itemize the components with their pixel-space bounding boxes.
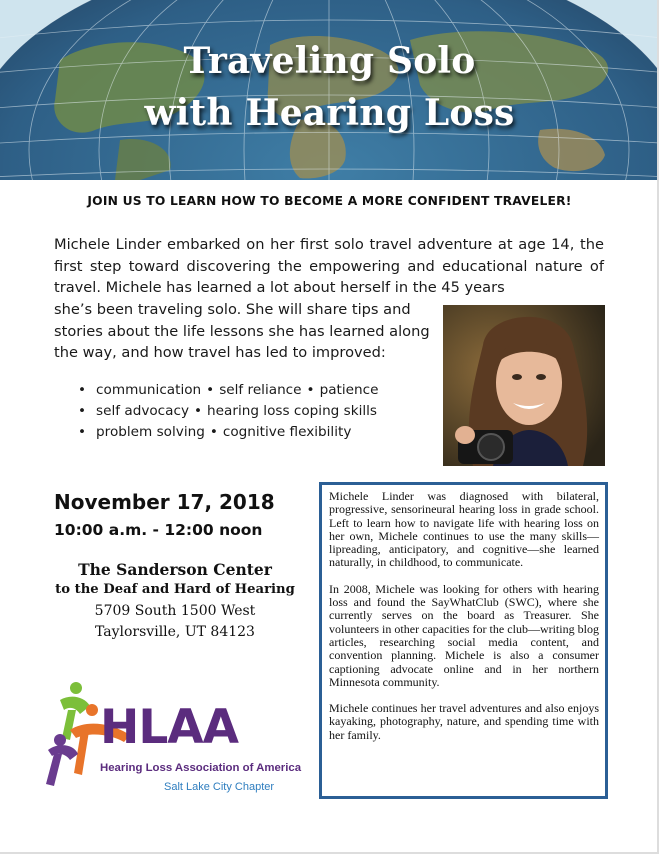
- benefit-item: self reliance: [219, 382, 302, 398]
- bullet-icon: •: [78, 382, 87, 398]
- benefits-line-1: [78, 382, 378, 398]
- hlaa-logo-acronym: HLAA: [100, 700, 239, 755]
- bullet-icon: •: [306, 382, 315, 398]
- benefits-line-3: [78, 424, 351, 440]
- venue-address-city: Taylorsville, UT 84123: [95, 624, 255, 640]
- benefit-item: communication: [96, 382, 202, 398]
- bullet-icon: •: [206, 382, 215, 398]
- banner-title-line-2: with Hearing Loss: [144, 92, 515, 134]
- event-date: November 17, 2018: [54, 490, 275, 514]
- benefit-item: problem solving: [96, 424, 205, 440]
- benefit-item: self advocacy: [96, 403, 190, 419]
- banner-title-line-1: Traveling Solo: [183, 40, 476, 82]
- organization-name: Hearing Loss Association of America: [100, 762, 302, 774]
- benefit-item: patience: [319, 382, 379, 398]
- bio-paragraph: Michele continues her travel adventures and also enjoys kayaking, photography, nature, and spending time with her family.: [329, 701, 599, 742]
- world-map-illustration: [0, 0, 659, 180]
- benefit-item: hearing loss coping skills: [207, 403, 377, 419]
- bio-paragraph: Michele Linder was diagnosed with bilateral, progressive, sensorineural hearing loss in grade school. Left to learn how to navigate life with hearing loss on her own, Michele continues to use the many skills—lipreading, anticipatory, and cognitive—she learned naturally, in childhood, to communicate.: [329, 489, 599, 570]
- venue-subtitle: to the Deaf and Hard of Hearing: [55, 582, 295, 597]
- bullet-icon: •: [194, 403, 203, 419]
- bullet-icon: •: [209, 424, 218, 440]
- benefits-line-2: [78, 403, 377, 419]
- venue-address-street: 5709 South 1500 West: [94, 603, 256, 619]
- speaker-photo: [443, 305, 605, 466]
- chapter-name: Salt Lake City Chapter: [164, 781, 275, 793]
- tagline-heading: JOIN US TO LEARN HOW TO BECOME A MORE CONFIDENT TRAVELER!: [87, 194, 572, 208]
- benefit-item: cognitive flexibility: [222, 424, 352, 440]
- bio-paragraph: In 2008, Michele was looking for others with hearing loss and found the SayWhatClub (SWC), where she currently serves on the board as Treasurer. She volunteers in other capacities for the club—writing blog articles, researching social media content, and convention planning. Michele is also a consumer captioning advocate online and in her northern Minnesota community.: [329, 581, 599, 689]
- header-banner: [0, 0, 659, 180]
- speaker-portrait-illustration: [443, 305, 605, 466]
- bullet-icon: •: [78, 403, 87, 419]
- speaker-bio-box: [319, 482, 608, 799]
- event-time: 10:00 a.m. - 12:00 noon: [54, 521, 263, 539]
- intro-paragraph-continued: she’s been traveling solo. She will share tips and stories about the life lessons she has learned along the way, and how travel has led to improved:: [54, 301, 430, 361]
- venue-name: The Sanderson Center: [78, 560, 272, 579]
- bullet-icon: •: [78, 424, 87, 440]
- intro-paragraph: Michele Linder embarked on her first solo travel adventure at age 14, the first step toward discovering the empowering and educational nature of travel. Michele has learned a lot about herself in the 45 years: [54, 236, 604, 296]
